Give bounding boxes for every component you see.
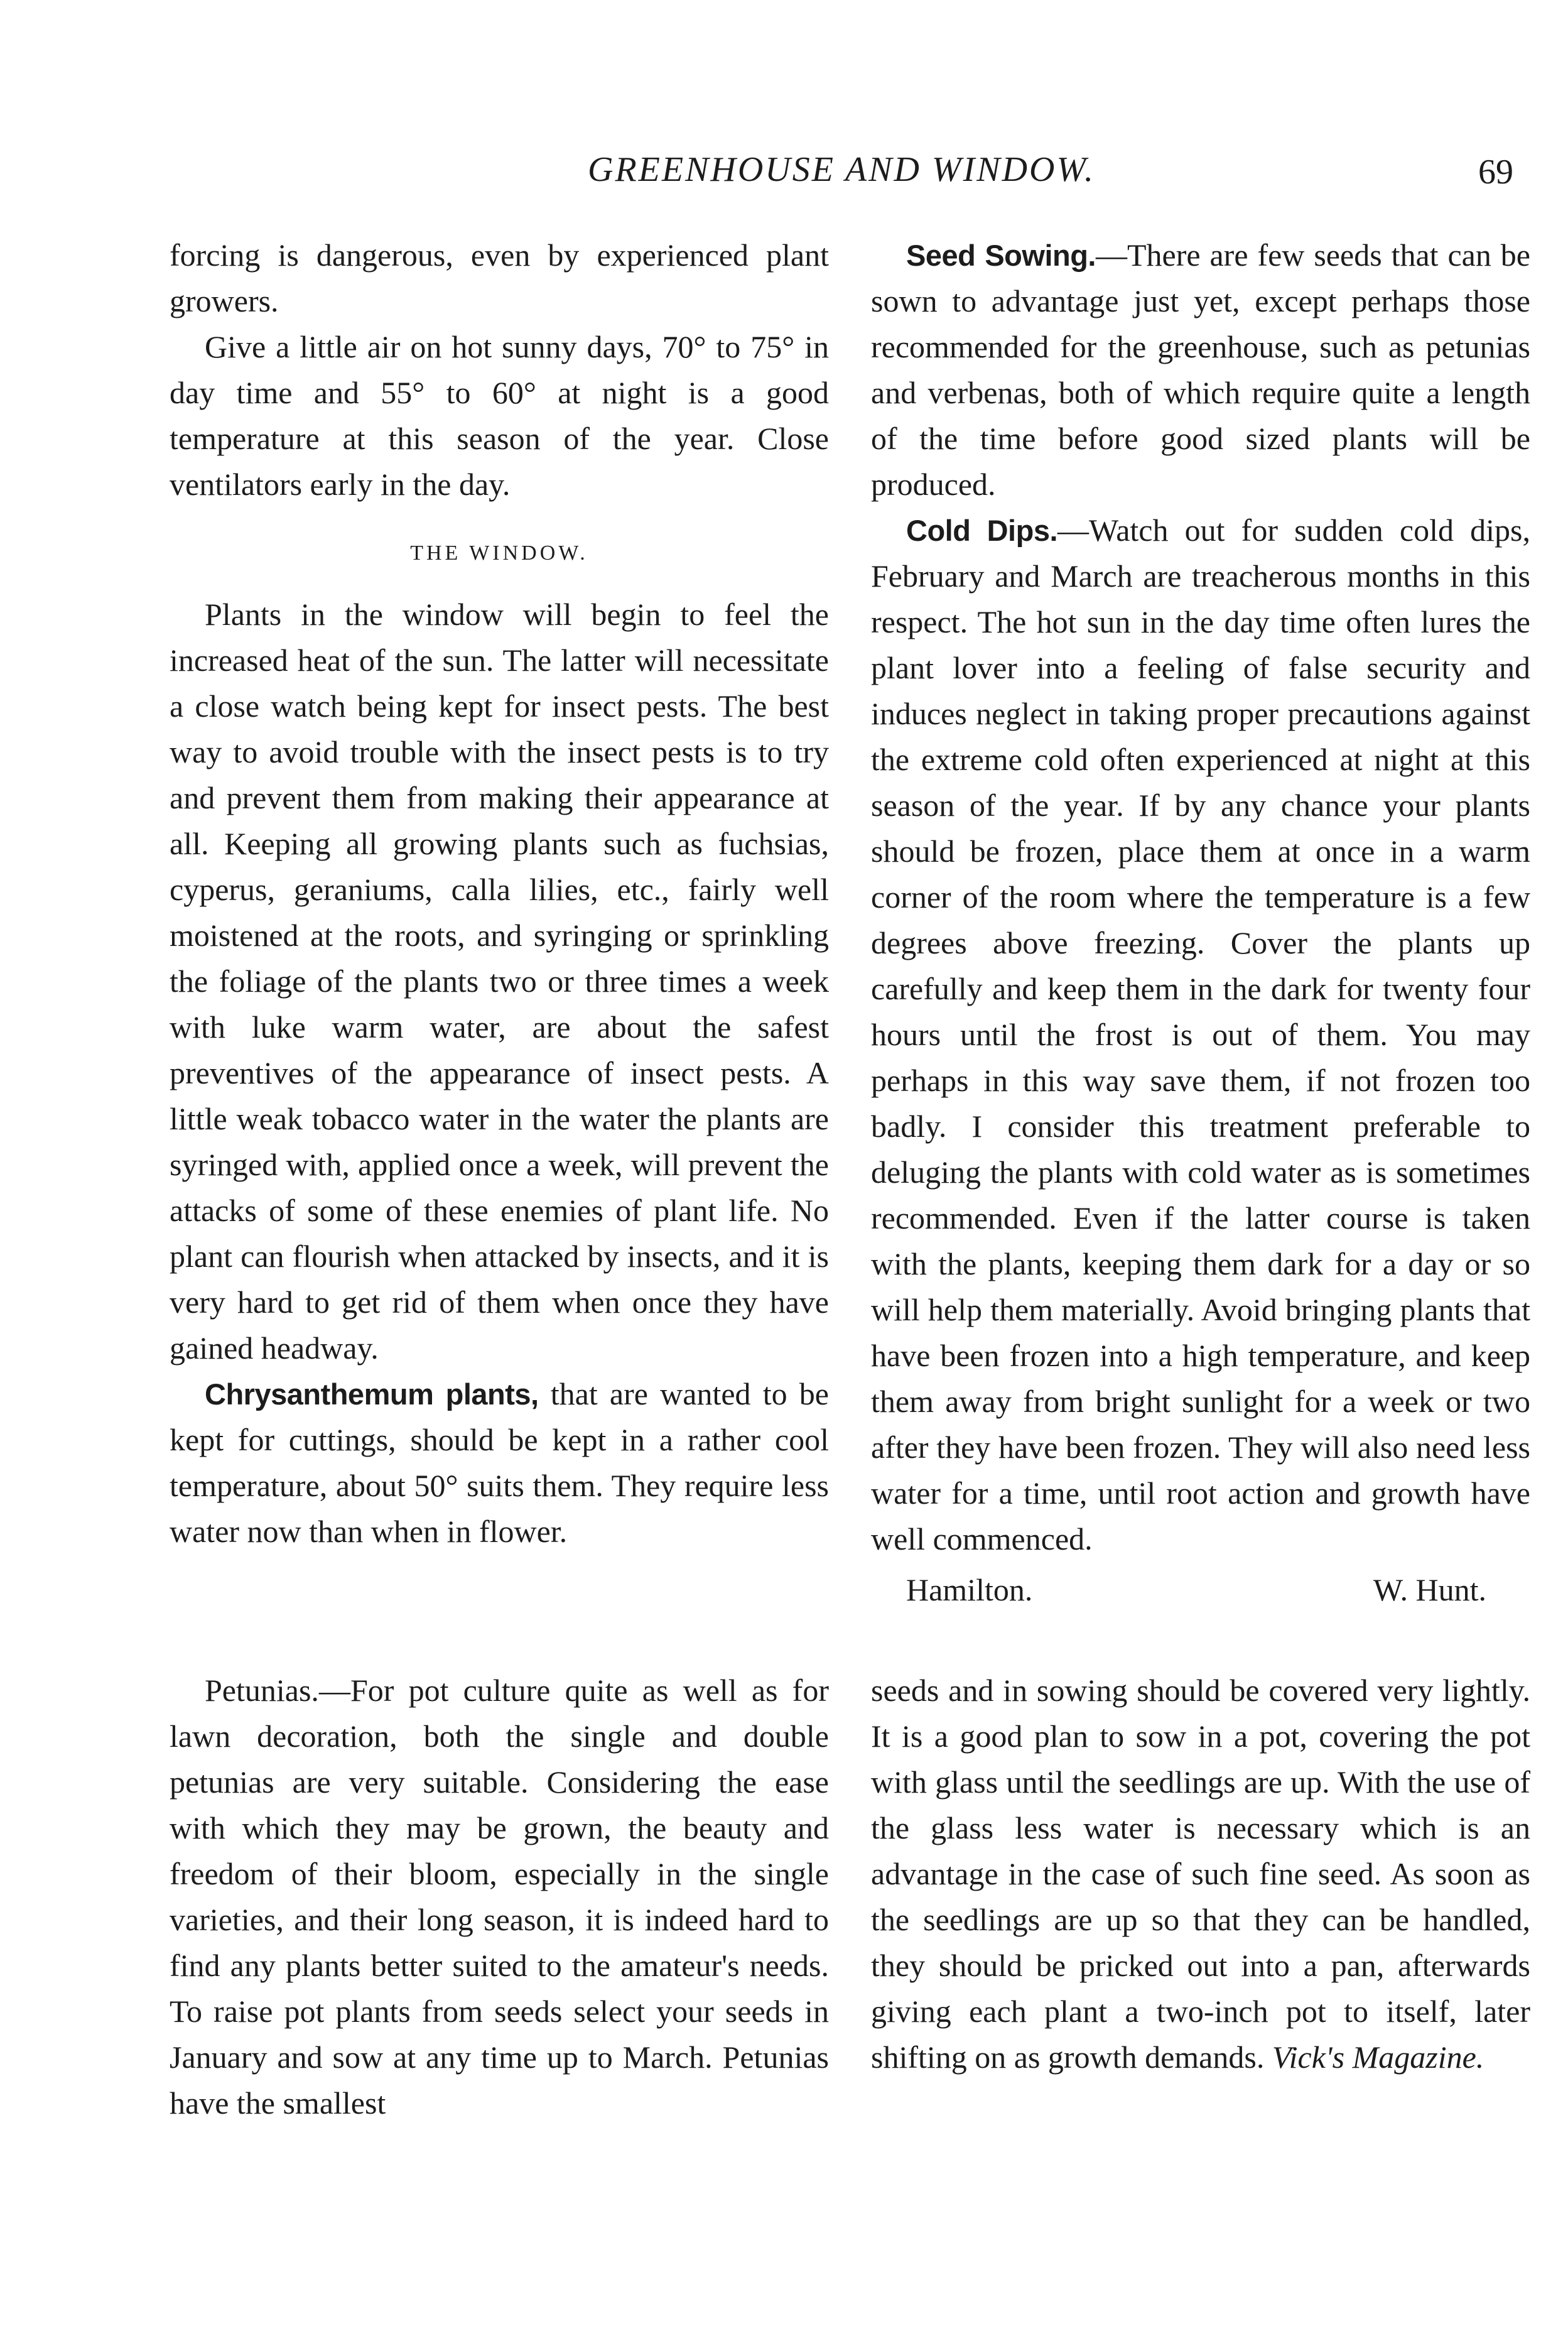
signature-name: W. Hunt. — [1373, 1572, 1486, 1607]
source-credit: Vick's Magazine. — [1272, 2040, 1484, 2075]
running-title: GREENHOUSE AND WINDOW. — [588, 150, 1095, 189]
paragraph-forcing: forcing is dangerous, even by experienced plant growers. — [170, 237, 829, 318]
cold-dips-text: —Watch out for sudden cold dips, February and March are treacherous months in this respect. The hot sun in the day time often lures the plant lover into a feeling of false security and induces neglect in taking proper precautions against the extreme cold often experienced at night at this season of the year. If by any chance your plants should be frozen, place them at once in a warm corner of the room where the temperature is a few degrees above freezing. Cover the plants up carefully and keep them in the dark for twenty four hours until the frost is out of them. You may perhaps in this way save them, if not frozen too badly. I consider this treatment preferable to deluging the plants with cold water as is sometimes recommended. Even if the latter course is taken with the plants, keeping them dark for a day or so will help them materially. Avoid bringing plants that have been frozen into a high temperature, and keep them away from bright sunlight for a week or two after they have been frozen. They will also need less water for a time, until root action and growth have well commenced. — [871, 513, 1530, 1556]
paragraph-petunia-seeds — [871, 1668, 1530, 2080]
cold-dips-lead: Cold Dips. — [906, 514, 1058, 547]
paragraph-chrysanthemum — [170, 1371, 829, 1555]
seed-sowing-lead: Seed Sowing. — [906, 239, 1096, 272]
signature-place: Hamilton. — [906, 1572, 1033, 1607]
chrysanthemum-text: that are wanted to be kept for cuttings, should be kept in a rather cool temperature, about 50° suits them. They require less water now than when in flower. — [170, 1376, 829, 1549]
paragraph-air-temperature: Give a little air on hot sunny days, 70° to 75° in day time and 55° to 60° at night is a good temperature at this season of the year. Close ventilators early in the day. — [170, 329, 829, 502]
section-heading-window: THE WINDOW. — [410, 541, 588, 565]
author-signature — [871, 1567, 1530, 1613]
chrysanthemum-lead: Chrysanthemum plants, — [205, 1377, 539, 1411]
petunias-lead: Petunias. — [205, 1673, 319, 1708]
paragraph-cold-dips — [871, 508, 1530, 1562]
lower-left-column — [170, 1668, 829, 2126]
petunias-text: —For pot culture quite as well as for lawn decoration, both the single and double petunias are very suitable. Considering the ease with which they may be grown, the beauty and freedom of their bloom, especially in the single varieties, and their long season, it is indeed hard to find any plants better suited to the amateur's needs. To raise pot plants from seeds select your seeds in January and sow at any time up to March. Petunias have the smallest — [170, 1673, 829, 2121]
paragraph-seed-sowing — [871, 232, 1530, 508]
left-column — [170, 232, 829, 1555]
lower-right-column — [871, 1668, 1530, 2080]
petunia-seeds-text: seeds and in sowing should be covered very lightly. It is a good plan to sow in a pot, covering the pot with glass until the seedlings are up. With the use of the glass less water is necessary which is an advantage in the case of such fine seed. As soon as the seedlings are up so that they can be handled, they should be pricked out into a pan, afterwards giving each plant a two-inch pot to itself, later shifting on as growth demands. — [871, 1673, 1530, 2075]
page-header — [170, 149, 1513, 206]
paragraph-petunias — [170, 1668, 829, 2126]
right-column — [871, 232, 1530, 1613]
paragraph-window-pests: Plants in the window will begin to feel the increased heat of the sun. The latter will necessitate a close watch being kept for insect pests. The best way to avoid trouble with the insect pests is to try and prevent them from making their appearance at all. Keeping all growing plants such as fuchsias, cyperus, geraniums, calla lilies, etc., fairly well moistened at the roots, and syringing or sprinkling the foliage of the plants two or three times a week with luke warm water, are about the safest preventives of the appearance of insect pests. A little weak tobacco water in the water the plants are syringed with, applied once a week, will prevent the attacks of some of these enemies of plant life. No plant can flourish when attacked by insects, and it is very hard to get rid of them when once they have gained headway. — [170, 597, 829, 1366]
page-number: 69 — [1478, 153, 1513, 192]
seed-sowing-text: —There are few seeds that can be sown to advantage just yet, except perhaps those recommended for the greenhouse, such as petunias and verbenas, both of which require quite a length of the time before good sized plants will be produced. — [871, 237, 1530, 502]
